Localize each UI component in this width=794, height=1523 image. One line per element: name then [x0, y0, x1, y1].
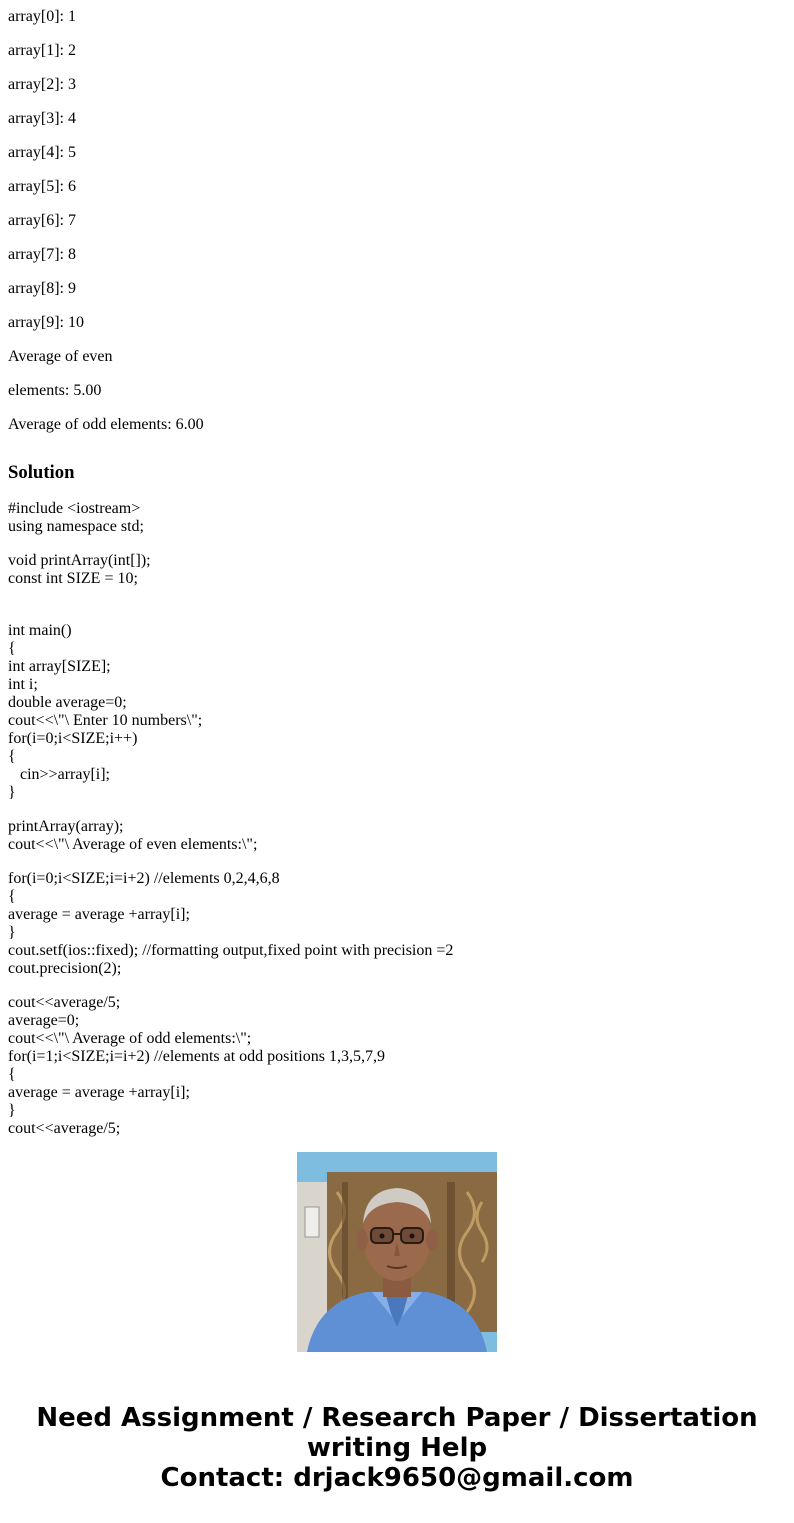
code-line: using namespace std;: [8, 518, 144, 535]
code-line: void printArray(int[]);: [8, 552, 151, 569]
output-line: Average of odd elements: 6.00: [8, 416, 204, 433]
banner-line: writing Help: [306, 1433, 488, 1463]
document-content: [8, 0, 786, 1137]
code-line: {: [8, 1066, 16, 1083]
code-line: cout<<\"\ Average of odd elements:\";: [8, 1030, 252, 1047]
output-line: array[7]: 8: [8, 246, 76, 263]
code-line: #include <iostream>: [8, 500, 141, 517]
code-line: const int SIZE = 10;: [8, 570, 138, 587]
code-line: }: [8, 784, 16, 801]
code-line: for(i=1;i<SIZE;i=i+2) //elements at odd positions 1,3,5,7,9: [8, 1048, 385, 1065]
code-line: int array[SIZE];: [8, 658, 111, 675]
code-line: }: [8, 924, 16, 941]
solution-heading: Solution: [8, 462, 75, 483]
code-line: cout<<average/5;: [8, 994, 121, 1011]
code-line: cout.precision(2);: [8, 960, 122, 977]
code-line: cout<<\"\ Average of even elements:\";: [8, 836, 258, 853]
code-line: double average=0;: [8, 694, 127, 711]
output-line: array[2]: 3: [8, 76, 76, 93]
output-line: array[1]: 2: [8, 42, 76, 59]
output-line: Average of even: [8, 348, 113, 365]
code-line: {: [8, 888, 16, 905]
output-line: array[8]: 9: [8, 280, 76, 297]
code-listing: [8, 500, 786, 1138]
contact-banner: [0, 1403, 794, 1493]
code-line: {: [8, 640, 16, 657]
code-line: cout<<average/5;: [8, 1120, 121, 1137]
contact-email[interactable]: Contact: drjack9650@gmail.com: [160, 1463, 634, 1493]
code-line: average = average +array[i];: [8, 1084, 190, 1101]
code-line: printArray(array);: [8, 818, 124, 835]
output-line: array[5]: 6: [8, 178, 76, 195]
code-line: average = average +array[i];: [8, 906, 190, 923]
output-line: array[6]: 7: [8, 212, 76, 229]
author-avatar: [297, 1152, 497, 1352]
code-line: for(i=0;i<SIZE;i++): [8, 730, 138, 747]
output-line: array[4]: 5: [8, 144, 76, 161]
code-line: cout<<\"\ Enter 10 numbers\";: [8, 712, 203, 729]
code-line: {: [8, 748, 16, 765]
code-line: int i;: [8, 676, 38, 693]
program-output: [8, 8, 786, 434]
code-line: average=0;: [8, 1012, 80, 1029]
output-line: array[0]: 1: [8, 8, 76, 25]
author-photo: [297, 1152, 497, 1352]
code-line: cin>>array[i];: [8, 766, 110, 783]
code-line: }: [8, 1102, 16, 1119]
output-line: array[3]: 4: [8, 110, 76, 127]
output-line: elements: 5.00: [8, 382, 102, 399]
output-line: array[9]: 10: [8, 314, 84, 331]
banner-line: Need Assignment / Research Paper / Dissertation: [36, 1403, 758, 1433]
code-line: cout.setf(ios::fixed); //formatting output,fixed point with precision =2: [8, 942, 454, 959]
code-line: int main(): [8, 622, 72, 639]
code-line: for(i=0;i<SIZE;i=i+2) //elements 0,2,4,6,8: [8, 870, 280, 887]
